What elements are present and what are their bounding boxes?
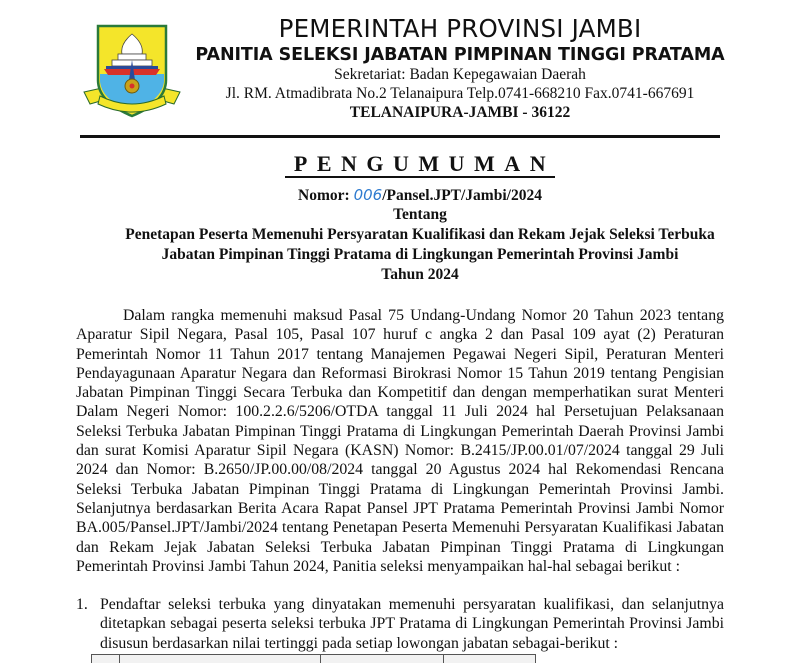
announcement-number: [60, 186, 780, 205]
government-name: PEMERINTAH PROVINSI JAMBI: [278, 14, 642, 43]
table-column-divider: [320, 655, 321, 663]
list-item-text: Pendaftar seleksi terbuka yang dinyatakan memenuhi persyaratan kualifikasi, dan selanjutnya ditetapkan sebagai peserta seleksi terbuka JPT Pratama di Lingkungan Pemerintah Provinsi Jambi disusun berdasarkan nilai tertinggi pada setiap lowongan jabatan sebagai-berikut :: [100, 596, 724, 652]
jambi-coat-of-arms-icon: [82, 20, 182, 120]
announcement-subject-line: Tahun 2024: [381, 266, 459, 283]
number-prefix: Nomor:: [298, 187, 354, 204]
letterhead-divider: [80, 135, 720, 138]
body-paragraph: Dalam rangka memenuhi maksud Pasal 75 Undang-Undang Nomor 20 Tahun 2023 tentang Aparatur Sipil Negara, Pasal 105, Pasal 107 huruf c angka 2 dan Pasal 109 ayat (2) Peraturan Pemerintah Nomor 11 Tahun 2017 tentang Manajemen Pegawai Negeri Sipil, Peraturan Menteri Pendayagunaan Aparatur Negara dan Reformasi Birokrasi Nomor 15 Tahun 2019 tentang Pengisian Jabatan Pimpinan Tinggi Secara Terbuka dan Kompetitif dan dengan memperhatikan surat Menteri Dalam Negeri Nomor: 100.2.2.6/5206/OTDA tanggal 11 Juli 2024 hal Persetujuan Pelaksanaan Seleksi Terbuka Jabatan Pimpinan Tinggi Pratama di Lingkungan Pemerintah Daerah Provinsi Jambi dan surat Komisi Aparatur Sipil Negara (KASN) Nomor: B.2415/JP.00.01/07/2024 tanggal 29 Juli 2024 dan Nomor: B.2650/JP.00.00/08/2024 tanggal 20 Agustus 2024 hal Rekomendasi Rencana Seleksi Terbuka Jabatan Pimpinan Tinggi Pratama di Lingkungan Pemerintah Provinsi Jambi. Selanjutnya berdasarkan Berita Acara Rapat Pansel JPT Pratama Pemerintah Provinsi Jambi Nomor BA.005/Pansel.JPT/Jambi/2024 tentang Penetapan Peserta Memenuhi Persyaratan Kualifikasi Jabatan dan Rekam Jejak Jabatan Seleksi Terbuka Jabatan Pimpinan Tinggi Pratama di Lingkungan Pemerintah Provinsi Jambi Tahun 2024, Panitia seleksi menyampaikan hal-hal sebagai berikut :: [76, 307, 724, 575]
secretariat: Sekretariat: Badan Kepegawaian Daerah: [334, 66, 586, 83]
participants-table: [91, 654, 536, 663]
announcement-subject-line: Penetapan Peserta Memenuhi Persyaratan Kualifikasi dan Rekam Jejak Seleksi Terbuka: [125, 226, 715, 243]
list-item: [76, 595, 724, 653]
letterhead-text: [186, 14, 734, 122]
announcement-title: PENGUMUMAN: [285, 152, 555, 178]
numbered-list: [76, 595, 724, 653]
table-column-divider: [443, 655, 444, 663]
announcement-heading: [60, 152, 780, 285]
city-postal: TELANAIPURA-JAMBI - 36122: [349, 104, 571, 121]
announcement-about: Tentang: [393, 206, 447, 223]
number-suffix: /Pansel.JPT/Jambi/2024: [382, 187, 542, 204]
table-column-divider: [119, 655, 120, 663]
handwritten-number: 006: [353, 186, 383, 204]
list-item-number: 1.: [76, 596, 88, 613]
committee-name: PANITIA SELEKSI JABATAN PIMPINAN TINGGI PRATAMA: [195, 45, 725, 65]
address: Jl. RM. Atmadibrata No.2 Telanaipura Telp.0741-668210 Fax.0741-667691: [225, 85, 695, 102]
letterhead: [0, 0, 800, 140]
announcement-subject-line: Jabatan Pimpinan Tinggi Pratama di Lingkungan Pemerintah Provinsi Jambi: [161, 246, 679, 263]
body-paragraph-container: [76, 306, 724, 576]
